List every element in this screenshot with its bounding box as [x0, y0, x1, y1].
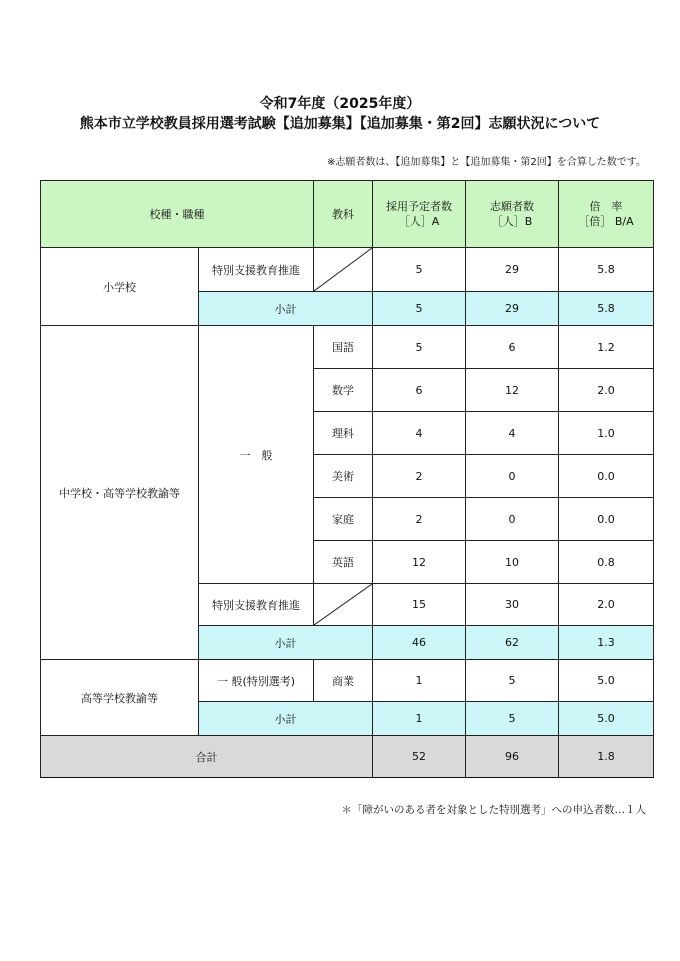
applicants-cell: 29	[466, 248, 559, 292]
ratio-cell: 0.0	[559, 498, 654, 541]
group-label-junior-high: 中学校・高等学校教諭等	[41, 326, 199, 660]
header-category: 校種・職種	[41, 181, 314, 248]
ratio-cell: 1.3	[559, 626, 654, 660]
planned-cell: 5	[373, 326, 466, 369]
ratio-cell: 1.8	[559, 736, 654, 778]
note-top: ※志願者数は、【追加募集】と【追加募集・第2回】を合算した数です。	[327, 157, 646, 168]
type-cell: 特別支援教育推進	[199, 584, 314, 626]
applicants-cell: 6	[466, 326, 559, 369]
ratio-cell: 2.0	[559, 369, 654, 412]
subtotal-label: 小計	[199, 292, 373, 326]
planned-cell: 2	[373, 498, 466, 541]
diagonal-cell	[314, 584, 373, 626]
note-bottom: ＊「障がいのある者を対象とした特別選考」への申込者数…１人	[341, 804, 646, 816]
header-ratio: 倍 率 ［倍］ B/A	[559, 181, 654, 248]
subject-cell: 国語	[314, 326, 373, 369]
ratio-cell: 1.0	[559, 412, 654, 455]
group-label-high-school: 高等学校教諭等	[41, 660, 199, 736]
general-label: 一 般	[199, 326, 314, 584]
ratio-cell: 5.8	[559, 292, 654, 326]
title-line-2: 熊本市立学校教員採用選考試験【追加募集】【追加募集・第2回】志願状況について	[79, 116, 601, 132]
header-applicants: 志願者数 ［人］B	[466, 181, 559, 248]
planned-cell: 5	[373, 248, 466, 292]
header-subject: 教科	[314, 181, 373, 248]
table-row	[41, 660, 654, 702]
planned-cell: 46	[373, 626, 466, 660]
subject-cell: 家庭	[314, 498, 373, 541]
planned-cell: 52	[373, 736, 466, 778]
total-row	[41, 736, 654, 778]
table-row	[41, 248, 654, 292]
header-planned: 採用予定者数 ［人］A	[373, 181, 466, 248]
applicants-cell: 5	[466, 702, 559, 736]
planned-cell: 5	[373, 292, 466, 326]
ratio-cell: 5.0	[559, 702, 654, 736]
subject-cell: 商業	[314, 660, 373, 702]
planned-cell: 1	[373, 660, 466, 702]
applicants-cell: 10	[466, 541, 559, 584]
title-line-1: 令和7年度（2025年度）	[259, 96, 421, 112]
applicants-cell: 29	[466, 292, 559, 326]
planned-cell: 6	[373, 369, 466, 412]
ratio-cell: 0.8	[559, 541, 654, 584]
planned-cell: 15	[373, 584, 466, 626]
applicants-cell: 62	[466, 626, 559, 660]
ratio-cell: 5.8	[559, 248, 654, 292]
planned-cell: 12	[373, 541, 466, 584]
subject-cell: 数学	[314, 369, 373, 412]
applicant-table	[40, 180, 654, 778]
subject-cell: 英語	[314, 541, 373, 584]
total-label: 合計	[41, 736, 373, 778]
applicants-cell: 0	[466, 498, 559, 541]
applicants-cell: 96	[466, 736, 559, 778]
applicants-cell: 12	[466, 369, 559, 412]
subtotal-label: 小計	[199, 702, 373, 736]
diagonal-cell	[314, 248, 373, 292]
applicants-cell: 4	[466, 412, 559, 455]
planned-cell: 1	[373, 702, 466, 736]
subtotal-label: 小計	[199, 626, 373, 660]
ratio-cell: 0.0	[559, 455, 654, 498]
applicants-cell: 0	[466, 455, 559, 498]
type-cell: 一 般(特別選考)	[199, 660, 314, 702]
group-label-elementary: 小学校	[41, 248, 199, 326]
planned-cell: 4	[373, 412, 466, 455]
planned-cell: 2	[373, 455, 466, 498]
ratio-cell: 5.0	[559, 660, 654, 702]
applicants-cell: 30	[466, 584, 559, 626]
header-row	[41, 181, 654, 248]
subject-cell: 美術	[314, 455, 373, 498]
applicants-cell: 5	[466, 660, 559, 702]
subject-cell: 理科	[314, 412, 373, 455]
type-cell: 特別支援教育推進	[199, 248, 314, 292]
ratio-cell: 1.2	[559, 326, 654, 369]
table-row	[41, 326, 654, 369]
ratio-cell: 2.0	[559, 584, 654, 626]
